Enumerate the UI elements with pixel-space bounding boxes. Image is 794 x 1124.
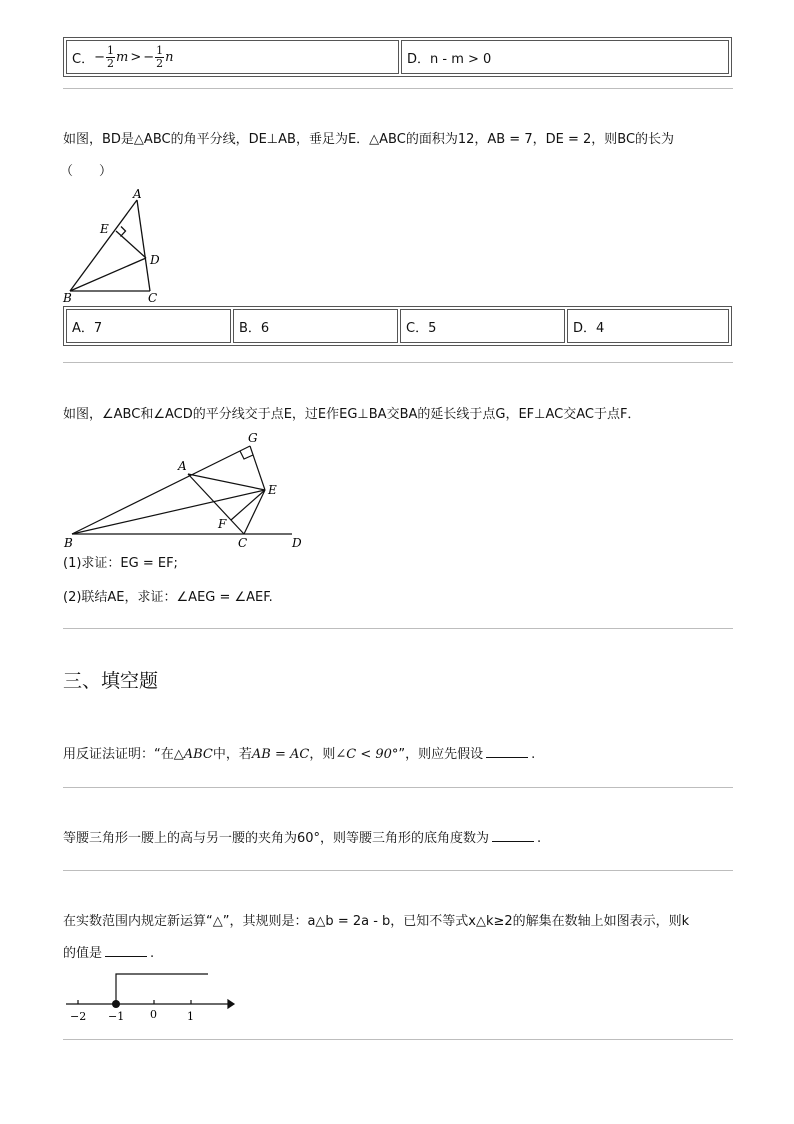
tick-label-zero: 0 <box>150 1008 157 1021</box>
solution-bracket <box>116 974 208 1004</box>
q4-text: 等腰三角形一腰上的高与另一腰的夹角为60°，则等腰三角形的底角度数为 . <box>63 831 542 846</box>
label-e: E <box>268 483 277 497</box>
q1-option-b[interactable]: B．6 <box>233 309 398 343</box>
tick-label-one: 1 <box>187 1010 194 1023</box>
q1-triangle-figure <box>60 186 170 306</box>
divider <box>63 628 733 629</box>
label-g: G <box>248 431 258 445</box>
q5-line2: 的值是 . <box>63 946 155 961</box>
q1-options-table <box>63 306 732 346</box>
q1-paren: （ ） <box>60 164 113 179</box>
segment-eg <box>250 446 265 490</box>
label-f: F <box>218 517 227 531</box>
label-b: B <box>64 536 73 550</box>
label-d: D <box>292 536 302 550</box>
option-d[interactable]: D．n - m > 0 <box>401 40 729 74</box>
right-angle-mark <box>121 227 126 237</box>
q1-text: 如图，BD是△ABC的角平分线，DE⊥AB，垂足为E．△ABC的面积为12，AB = 7，DE = 2，则BC的长为 <box>63 132 675 147</box>
label-d: D <box>150 253 160 267</box>
q5-line1: 在实数范围内规定新运算“△”，其规则是：a△b = 2a - b，已知不等式x△k≥2的解集在数轴上如图表示，则k <box>63 914 690 929</box>
divider <box>63 1039 733 1040</box>
q3-text: 用反证法证明：“在△ABC中，若AB = AC，则∠C < 90°”，则应先假设 . <box>63 747 536 762</box>
answer-blank[interactable] <box>105 944 147 957</box>
divider <box>63 870 733 871</box>
label-a: A <box>178 459 187 473</box>
q2-part2: (2)联结AE，求证：∠AEG = ∠AEF. <box>63 590 273 605</box>
segment-ab <box>70 200 137 291</box>
tick-label-neg2: −2 <box>70 1010 87 1023</box>
q1-option-a[interactable]: A．7 <box>66 309 231 343</box>
answer-blank[interactable] <box>492 829 534 842</box>
label-c: C <box>238 536 248 550</box>
axis-arrow <box>228 1000 234 1008</box>
section-title: 三、填空题 <box>63 670 159 692</box>
prev-options-table <box>63 37 732 77</box>
fraction-half: $\frac{1}{2}$ <box>106 43 114 70</box>
divider <box>63 88 733 89</box>
label-b: B <box>63 291 72 305</box>
divider <box>63 362 733 363</box>
fraction-half: $\frac{1}{2}$ <box>156 43 164 70</box>
q1-option-d[interactable]: D．4 <box>567 309 729 343</box>
label-e: E <box>100 222 109 236</box>
q2-part1: (1)求证：EG = EF; <box>63 556 178 571</box>
solution-endpoint <box>112 1000 120 1008</box>
option-c[interactable]: C． − $\frac{1}{2}$ m > − $\frac{1}{2}$ n <box>66 40 399 74</box>
segment-ec <box>244 490 265 534</box>
divider <box>63 787 733 788</box>
label-a: A <box>133 187 142 201</box>
tick-label-neg1: −1 <box>108 1010 125 1023</box>
label-c: C <box>148 291 158 305</box>
segment-ac <box>188 474 244 534</box>
answer-blank[interactable] <box>486 745 528 758</box>
segment-be <box>72 490 265 534</box>
right-angle-mark <box>240 451 253 459</box>
segment-ef <box>231 490 265 520</box>
q2-geometry-figure <box>60 428 310 553</box>
number-line-figure <box>62 966 242 1026</box>
segment-ae <box>188 474 265 490</box>
q1-option-c[interactable]: C．5 <box>400 309 565 343</box>
segment-ac <box>137 200 150 291</box>
q2-text: 如图，∠ABC和∠ACD的平分线交于点E，过E作EG⊥BA交BA的延长线于点G，EF⊥AC交AC于点F． <box>63 407 641 422</box>
